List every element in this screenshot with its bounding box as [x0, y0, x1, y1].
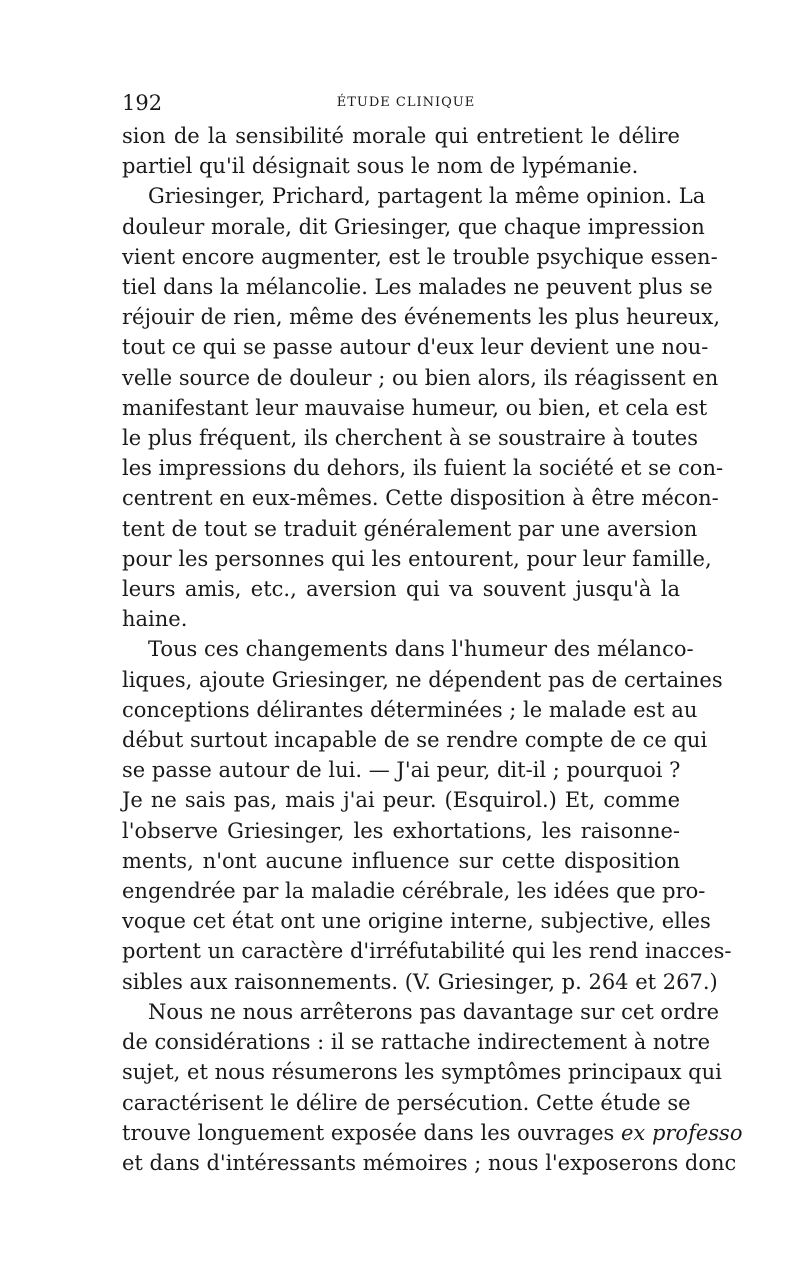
text-line: se passe autour de lui. — J'ai peur, dit-il ; pourquoi ?	[122, 758, 681, 783]
text-line: de considérations : il se rattache indirectement à notre	[122, 1030, 710, 1055]
text-line: Tous ces changements dans l'humeur des mélanco-	[148, 637, 694, 662]
paragraph-1	[122, 121, 680, 181]
running-title: ÉTUDE CLINIQUE	[336, 95, 476, 110]
text-line: et dans d'intéressants mémoires ; nous l'exposerons donc	[122, 1150, 737, 1175]
text-line: liques, ajoute Griesinger, ne dépendent pas de certaines	[122, 667, 723, 692]
text-line: Je ne sais pas, mais j'ai peur. (Esquirol.) Et, comme	[122, 788, 680, 813]
text-line: tent de tout se traduit généralement par une aversion	[122, 516, 698, 541]
text-line: caractérisent le délire de persécution. Cette étude se	[122, 1090, 691, 1115]
text-line: centrent en eux-mêmes. Cette disposition à être mécon-	[122, 486, 719, 511]
text-line: partiel qu'il désignait sous le nom de lypémanie.	[122, 154, 639, 179]
text-line: les impressions du dehors, ils fuient la société et se con-	[122, 456, 724, 481]
text-line: sion de la sensibilité morale qui entretient le délire	[122, 124, 680, 148]
text-line: l'observe Griesinger, les exhortations, les raisonne-	[122, 818, 680, 843]
text-line: vient encore augmenter, est le trouble psychique essen-	[122, 244, 718, 269]
text-line: réjouir de rien, même des événements les plus heureux,	[122, 305, 721, 330]
text-line: manifestant leur mauvaise humeur, ou bien, et cela est	[122, 395, 708, 420]
page-number: 192	[122, 91, 163, 115]
text-line: velle source de douleur ; ou bien alors, ils réagissent en	[122, 365, 719, 390]
running-head	[122, 88, 680, 118]
text-line: le plus fréquent, ils cherchent à se soustraire à toutes	[122, 426, 698, 451]
text-segment: trouve longuement exposée dans les ouvrages	[122, 1120, 621, 1145]
text-line: engendrée par la maladie cérébrale, les idées que pro-	[122, 879, 706, 904]
text-line: tout ce qui se passe autour d'eux leur devient une nou-	[122, 335, 709, 360]
paragraph-4	[122, 997, 743, 1178]
text-line: conceptions délirantes déterminées ; le malade est au	[122, 697, 698, 722]
book-page	[122, 88, 743, 1178]
text-line: portent un caractère d'irréfutabilité qui les rend inacces-	[122, 939, 732, 964]
text-line: voque cet état ont une origine interne, subjective, elles	[122, 909, 711, 934]
text-line: haine.	[122, 607, 188, 632]
text-line: sibles aux raisonnements. (V. Griesinger, p. 264 et 267.)	[122, 969, 718, 994]
text-line: douleur morale, dit Griesinger, que chaque impression	[122, 214, 705, 239]
text-line: Nous ne nous arrêterons pas davantage sur cet ordre	[148, 999, 720, 1024]
text-line: Griesinger, Prichard, partagent la même opinion. La	[148, 184, 706, 209]
paragraph-2	[122, 181, 724, 634]
body-text	[122, 121, 743, 1178]
text-line: leurs amis, etc., aversion qui va souvent jusqu'à la	[122, 577, 680, 602]
text-line-with-italic	[122, 1118, 743, 1148]
text-line: ments, n'ont aucune influence sur cette disposition	[122, 848, 680, 873]
text-line: début surtout incapable de se rendre compte de ce qui	[122, 728, 708, 753]
paragraph-3	[122, 634, 732, 996]
text-line: sujet, et nous résumerons les symptômes principaux qui	[122, 1060, 722, 1085]
text-line: pour les personnes qui les entourent, pour leur famille,	[122, 546, 712, 571]
italic-phrase: ex professo	[621, 1120, 743, 1145]
text-line: tiel dans la mélancolie. Les malades ne peuvent plus se	[122, 275, 713, 300]
